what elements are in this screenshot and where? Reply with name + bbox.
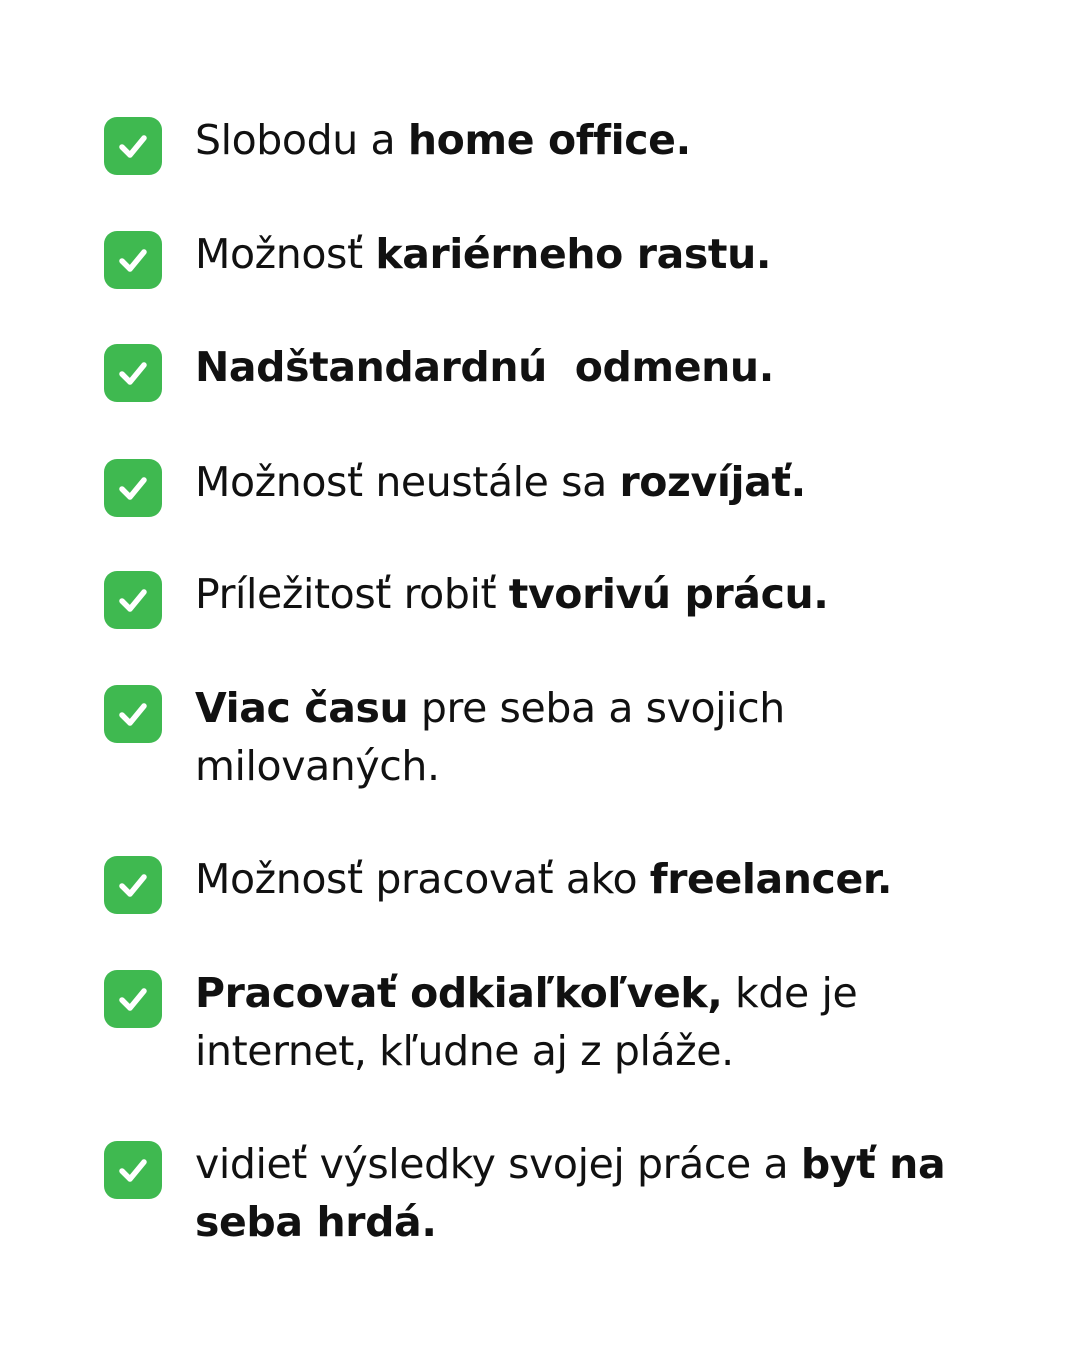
item-text: Možnosť neustále sa xyxy=(195,458,620,506)
item-bold-text: kariérneho rastu. xyxy=(375,230,772,278)
checkmark-icon xyxy=(113,240,153,280)
item-bold-text: Viac času xyxy=(195,684,409,732)
checkmark-icon xyxy=(113,353,153,393)
list-item-text xyxy=(195,565,1025,623)
checkmark-icon xyxy=(113,979,153,1019)
check-box-icon xyxy=(104,117,162,175)
item-bold-text: Pracovať odkiaľkoľvek, xyxy=(195,969,723,1017)
check-box-icon xyxy=(104,970,162,1028)
item-text: Možnosť xyxy=(195,230,376,278)
check-box-icon xyxy=(104,571,162,629)
check-box-icon xyxy=(104,459,162,517)
list-item-text xyxy=(195,1135,1025,1251)
checkmark-icon xyxy=(113,694,153,734)
checkmark-icon xyxy=(113,1150,153,1190)
item-text: kde je internet, kľudne aj z pláže. xyxy=(195,969,858,1075)
item-text: Príležitosť robiť xyxy=(195,570,509,618)
list-item-text xyxy=(195,225,1025,283)
check-box-icon xyxy=(104,856,162,914)
list-item-text xyxy=(195,964,1025,1080)
item-bold-text: Nadštandardnú odmenu. xyxy=(195,343,774,391)
check-box-icon xyxy=(104,231,162,289)
item-bold-text: tvorivú prácu. xyxy=(508,570,829,618)
item-bold-text: byť na seba hrdá. xyxy=(195,1140,946,1246)
check-box-icon xyxy=(104,1141,162,1199)
item-text: vidieť výsledky svojej práce a xyxy=(195,1140,801,1188)
list-item-text xyxy=(195,679,1025,795)
checkmark-icon xyxy=(113,865,153,905)
checkmark-icon xyxy=(113,468,153,508)
list-item-text xyxy=(195,453,1025,511)
check-box-icon xyxy=(104,344,162,402)
list-item-text xyxy=(195,111,1025,169)
check-box-icon xyxy=(104,685,162,743)
item-bold-text: home office. xyxy=(407,116,691,164)
item-text: Slobodu a xyxy=(195,116,408,164)
list-item-text xyxy=(195,850,1025,908)
checkmark-icon xyxy=(113,126,153,166)
item-text: pre seba a svojich milovaných. xyxy=(195,684,785,790)
item-bold-text: freelancer. xyxy=(649,855,893,903)
item-text: Možnosť pracovať ako xyxy=(195,855,650,903)
item-bold-text: rozvíjať. xyxy=(619,458,806,506)
list-item-text xyxy=(195,338,1025,396)
checkmark-icon xyxy=(113,580,153,620)
